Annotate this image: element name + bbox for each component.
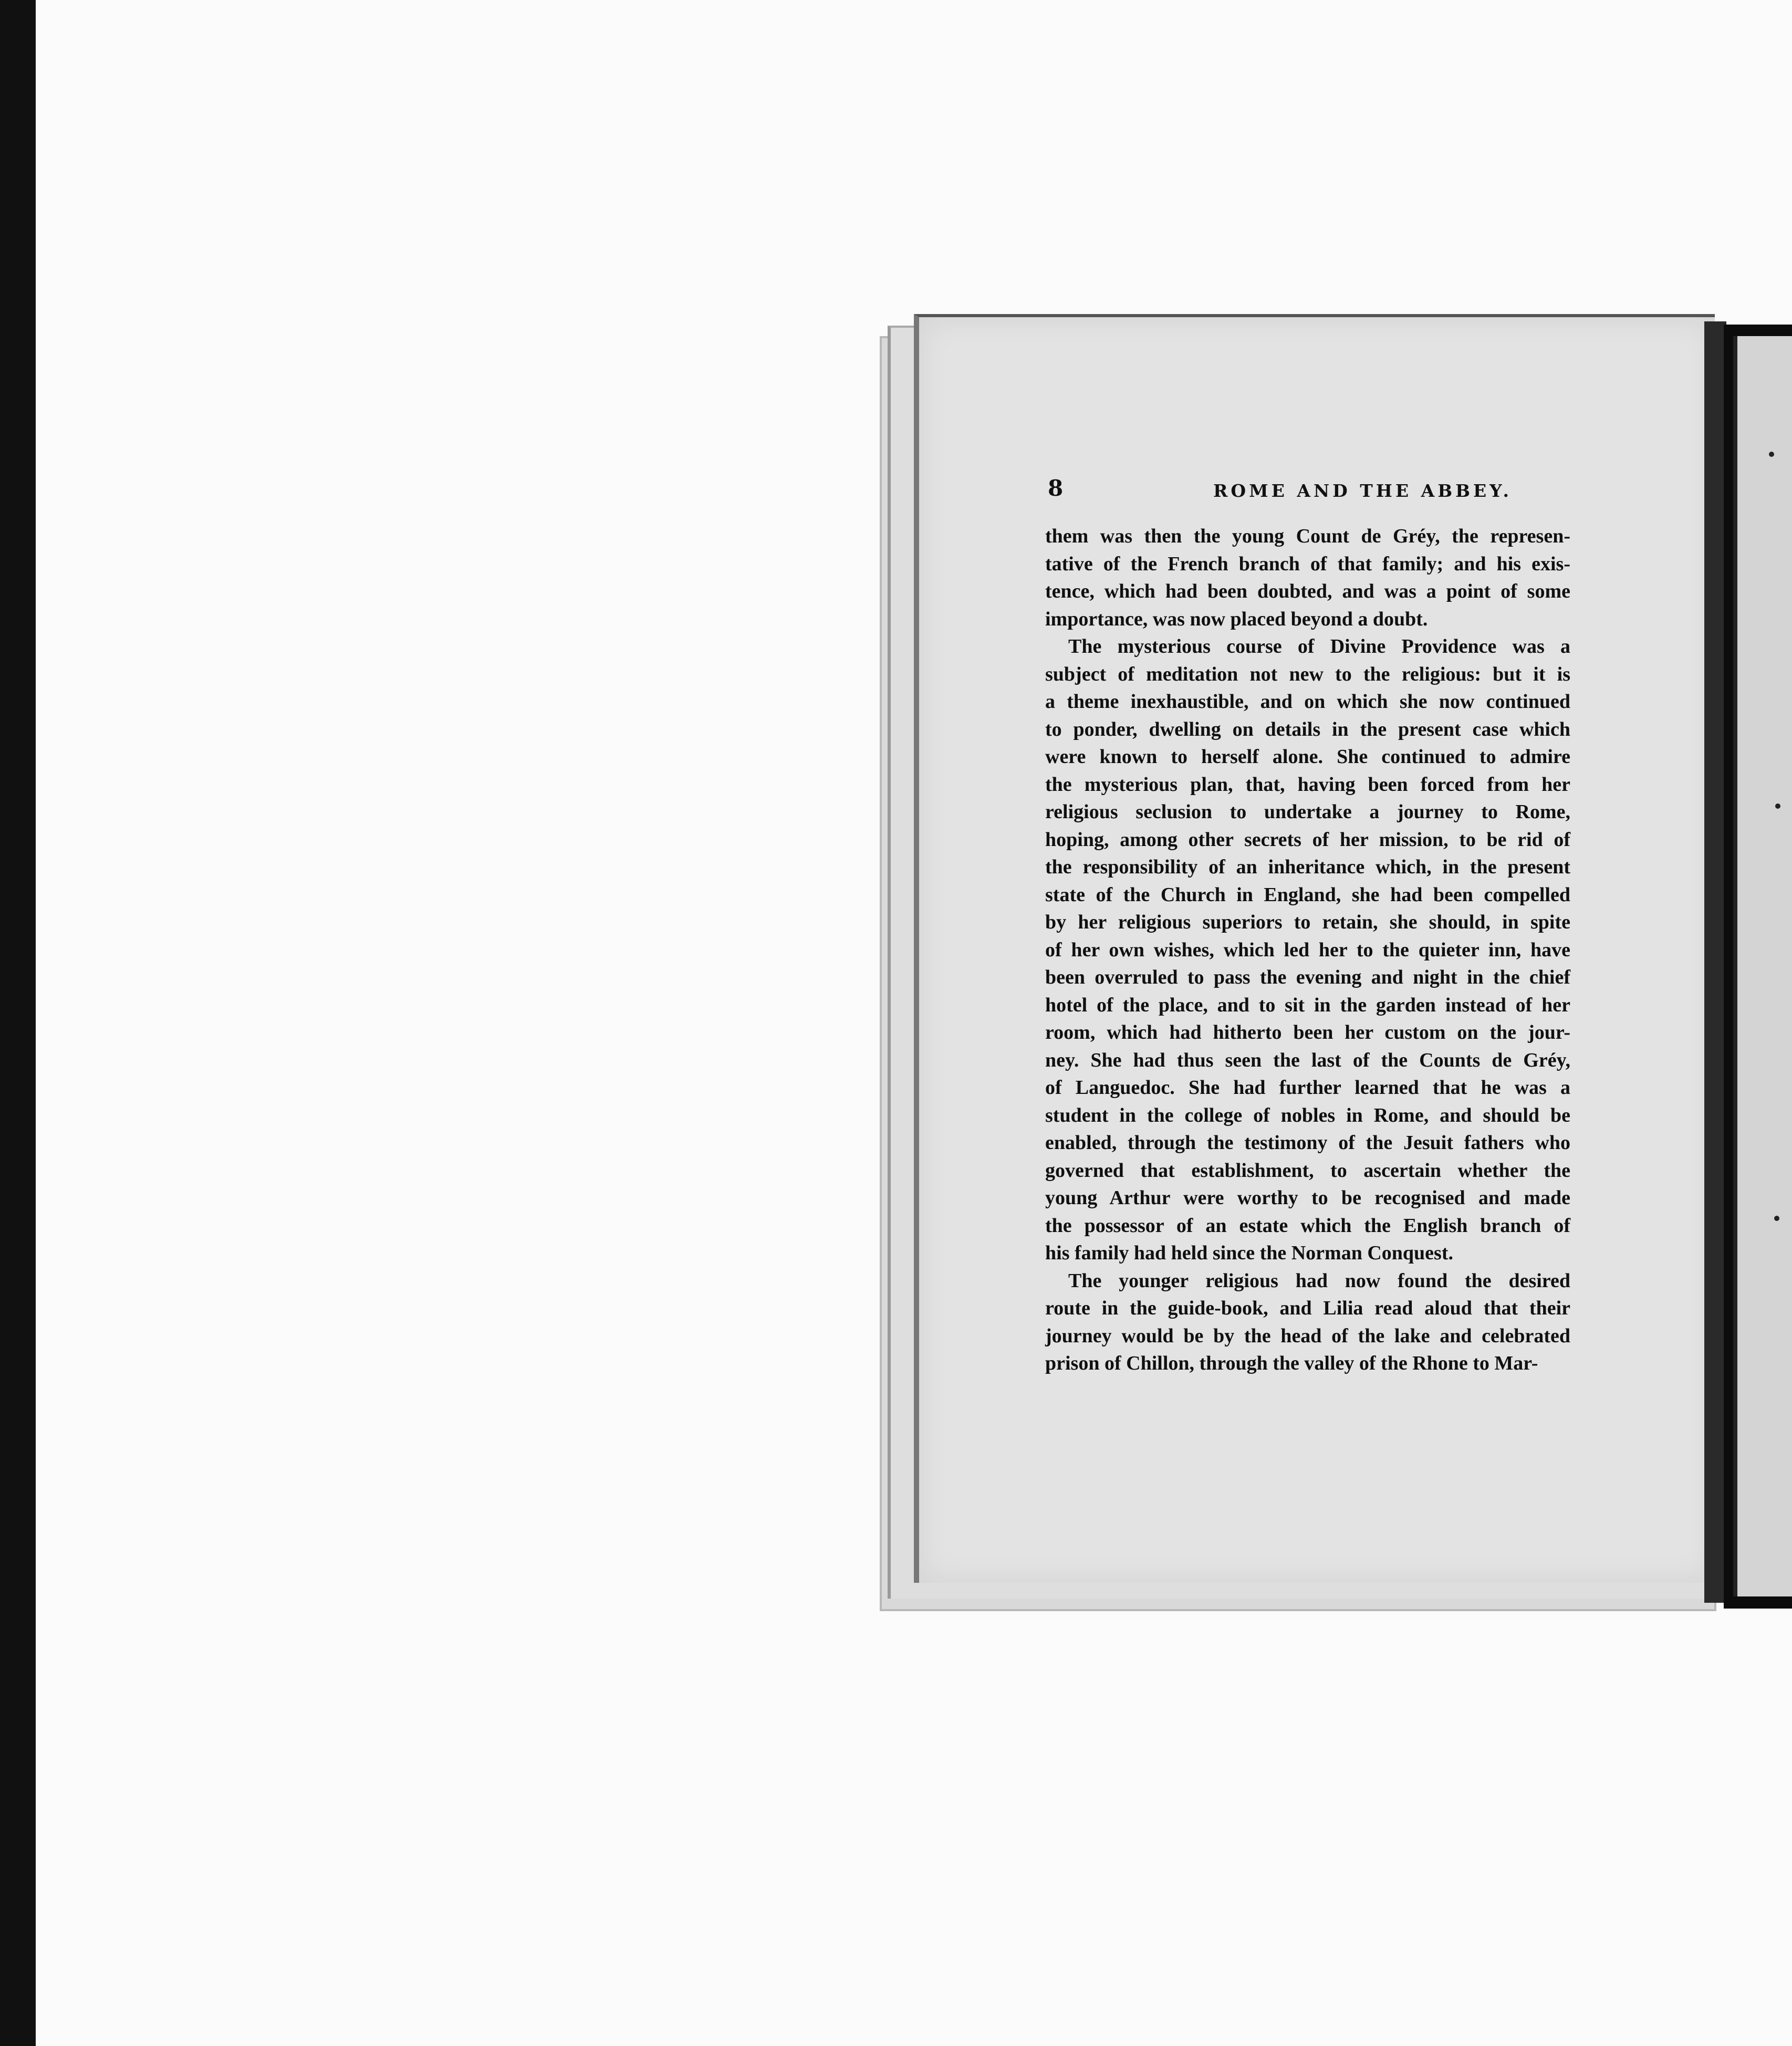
text-line: importance, was now placed beyond a doubt. [1045, 608, 1428, 630]
text-line: student in the college of nobles in Rome, and should be [1045, 1104, 1570, 1126]
text-line: by her religious superiors to retain, she should, in spite [1045, 911, 1570, 933]
text-line: The mysterious course of Divine Providence was a [1068, 635, 1570, 657]
text-line: hoping, among other secrets of her mission, to be rid of [1045, 828, 1570, 851]
page-speck [1775, 803, 1780, 809]
text-line: hotel of the place, and to sit in the garden instead of her [1045, 994, 1570, 1016]
text-line: a theme inexhaustible, and on which she now continued [1045, 691, 1570, 713]
text-line: tative of the French branch of that family; and his exis- [1045, 552, 1570, 575]
book-spine [1704, 321, 1726, 1603]
text-line: governed that establishment, to ascertain whether the [1045, 1159, 1570, 1182]
text-line: been overruled to pass the evening and night in the chief [1045, 966, 1570, 988]
text-line: religious seclusion to undertake a journey to Rome, [1045, 801, 1570, 823]
text-line: room, which had hitherto been her custom on the jour- [1045, 1021, 1570, 1043]
text-line: of her own wishes, which led her to the quieter inn, have [1045, 938, 1570, 961]
paragraph [1045, 523, 1570, 633]
text-line: tence, which had been doubted, and was a point of some [1045, 580, 1570, 602]
scan-left-border [0, 0, 36, 2046]
paragraph [1045, 633, 1570, 1267]
text-line: state of the Church in England, she had been compelled [1045, 883, 1570, 906]
page-speck [1774, 1216, 1779, 1221]
page-number: 8 [1048, 475, 1064, 501]
running-head: ROME AND THE ABBEY. [1213, 481, 1512, 501]
text-line: young Arthur were worthy to be recognised and made [1045, 1187, 1570, 1209]
text-line: them was then the young Count de Gréy, the represen- [1045, 525, 1570, 547]
scan-ink-mark: ÿ [0, 1287, 33, 1354]
text-line: the possessor of an estate which the English branch of [1045, 1214, 1570, 1237]
text-line: ney. She had thus seen the last of the Counts de Gréy, [1045, 1049, 1570, 1071]
text-line: subject of meditation not new to the religious: but it is [1045, 663, 1570, 685]
text-line: The younger religious had now found the desired [1068, 1269, 1570, 1292]
paragraph [1045, 1267, 1570, 1377]
text-line: route in the guide-book, and Lilia read aloud that their [1045, 1297, 1570, 1319]
text-line: journey would be by the head of the lake and celebrated [1045, 1324, 1570, 1347]
text-line: were known to herself alone. She continued to admire [1045, 746, 1570, 768]
text-line: to ponder, dwelling on details in the present case which [1045, 718, 1570, 740]
text-line: of Languedoc. She had further learned that he was a [1045, 1077, 1570, 1099]
text-line: enabled, through the testimony of the Jesuit fathers who [1045, 1132, 1570, 1154]
page-speck [1769, 452, 1774, 457]
next-page-surface [1733, 336, 1792, 1596]
text-line: the responsibility of an inheritance which, in the present [1045, 856, 1570, 878]
text-line: his family had held since the Norman Conquest. [1045, 1242, 1453, 1264]
text-line: the mysterious plan, that, having been forced from her [1045, 773, 1570, 796]
body-text [1045, 523, 1570, 1377]
text-line: prison of Chillon, through the valley of the Rhone to Mar- [1045, 1352, 1538, 1374]
